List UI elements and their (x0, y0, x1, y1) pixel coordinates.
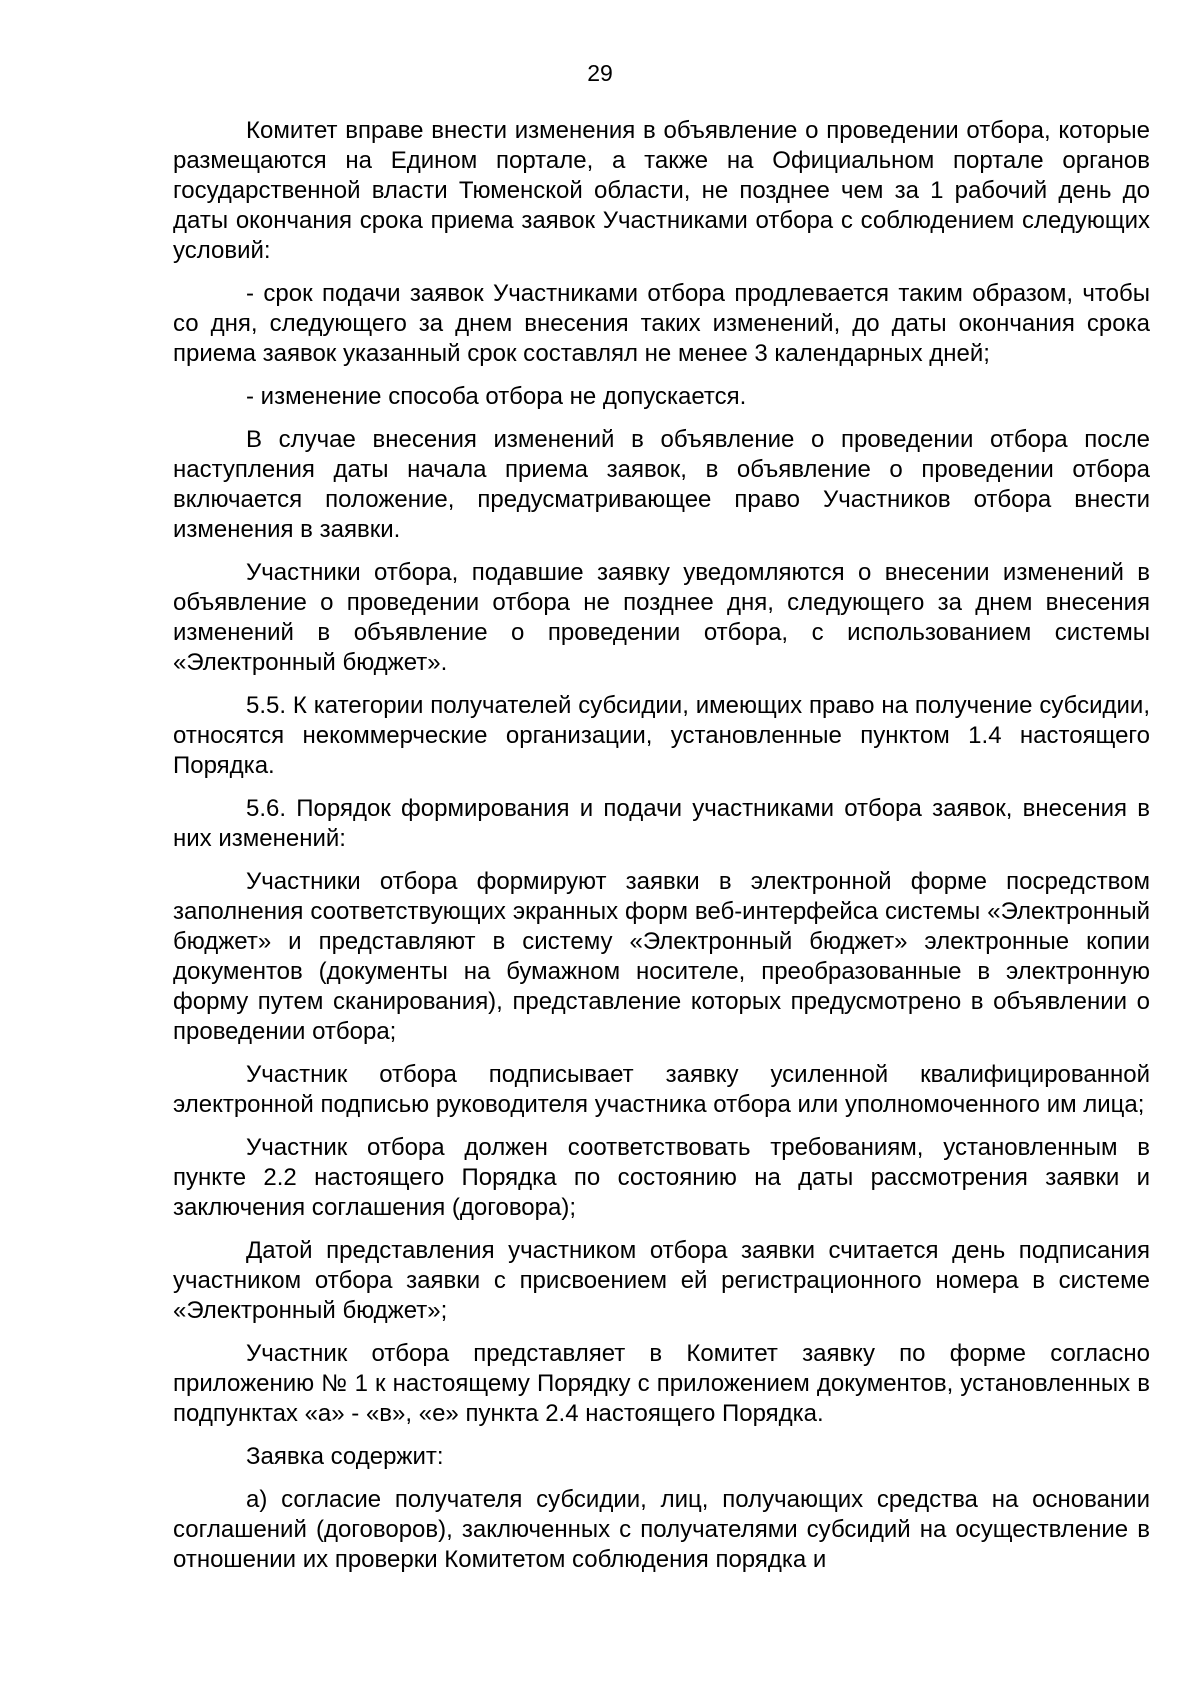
paragraph: В случае внесения изменений в объявление о проведении отбора после наступления даты начала приема заявок, в объявление о проведении отбора включается положение, предусматривающее право Участников отбора внести изменения в заявки. (173, 426, 1150, 543)
paragraph: - изменение способа отбора не допускается. (246, 383, 747, 410)
page-number: 29 (587, 60, 613, 86)
paragraph: Участник отбора представляет в Комитет заявку по форме согласно приложению № 1 к настоящему Порядку с приложением документов, установленных в подпунктах «а» - «в», «е» пункта 2.4 настоящего Порядка. (173, 1340, 1150, 1427)
paragraph: Участники отбора, подавшие заявку уведомляются о внесении изменений в объявление о проведении отбора не позднее дня, следующего за днем внесения изменений в объявление о проведении отбора, с использованием системы «Электронный бюджет». (173, 559, 1150, 676)
paragraph: - срок подачи заявок Участниками отбора продлевается таким образом, чтобы со дня, следующего за днем внесения таких изменений, до даты окончания срока приема заявок указанный срок составлял не менее 3 календарных дней; (173, 280, 1150, 367)
paragraph: Заявка содержит: (246, 1443, 444, 1470)
paragraph: Участники отбора формируют заявки в электронной форме посредством заполнения соответствующих экранных форм веб-интерфейса системы «Электронный бюджет» и представляют в систему «Электронный бюджет» электронные копии документов (документы на бумажном носителе, преобразованные в электронную форму путем сканирования), представление которых предусмотрено в объявлении о проведении отбора; (173, 868, 1150, 1045)
paragraph: а) согласие получателя субсидии, лиц, получающих средства на основании соглашений (договоров), заключенных с получателями субсидий на осуществление в отношении их проверки Комитетом соблюдения порядка и (173, 1486, 1150, 1573)
paragraph: Датой представления участником отбора заявки считается день подписания участником отбора заявки с присвоением ей регистрационного номера в системе «Электронный бюджет»; (173, 1237, 1150, 1324)
document-body (173, 116, 1150, 1588)
paragraph: Участник отбора подписывает заявку усиленной квалифицированной электронной подписью руководителя участника отбора или уполномоченного им лица; (173, 1061, 1150, 1118)
paragraph: 5.6. Порядок формирования и подачи участниками отбора заявок, внесения в них изменений: (173, 795, 1150, 852)
paragraph: 5.5. К категории получателей субсидии, имеющих право на получение субсидии, относятся некоммерческие организации, установленные пунктом 1.4 настоящего Порядка. (173, 692, 1150, 779)
paragraph: Комитет вправе внести изменения в объявление о проведении отбора, которые размещаются на Едином портале, а также на Официальном портале органов государственной власти Тюменской области, не позднее чем за 1 рабочий день до даты окончания срока приема заявок Участниками отбора с соблюдением следующих условий: (173, 117, 1150, 264)
paragraph: Участник отбора должен соответствовать требованиям, установленным в пункте 2.2 настоящего Порядка по состоянию на даты рассмотрения заявки и заключения соглашения (договора); (173, 1134, 1150, 1221)
